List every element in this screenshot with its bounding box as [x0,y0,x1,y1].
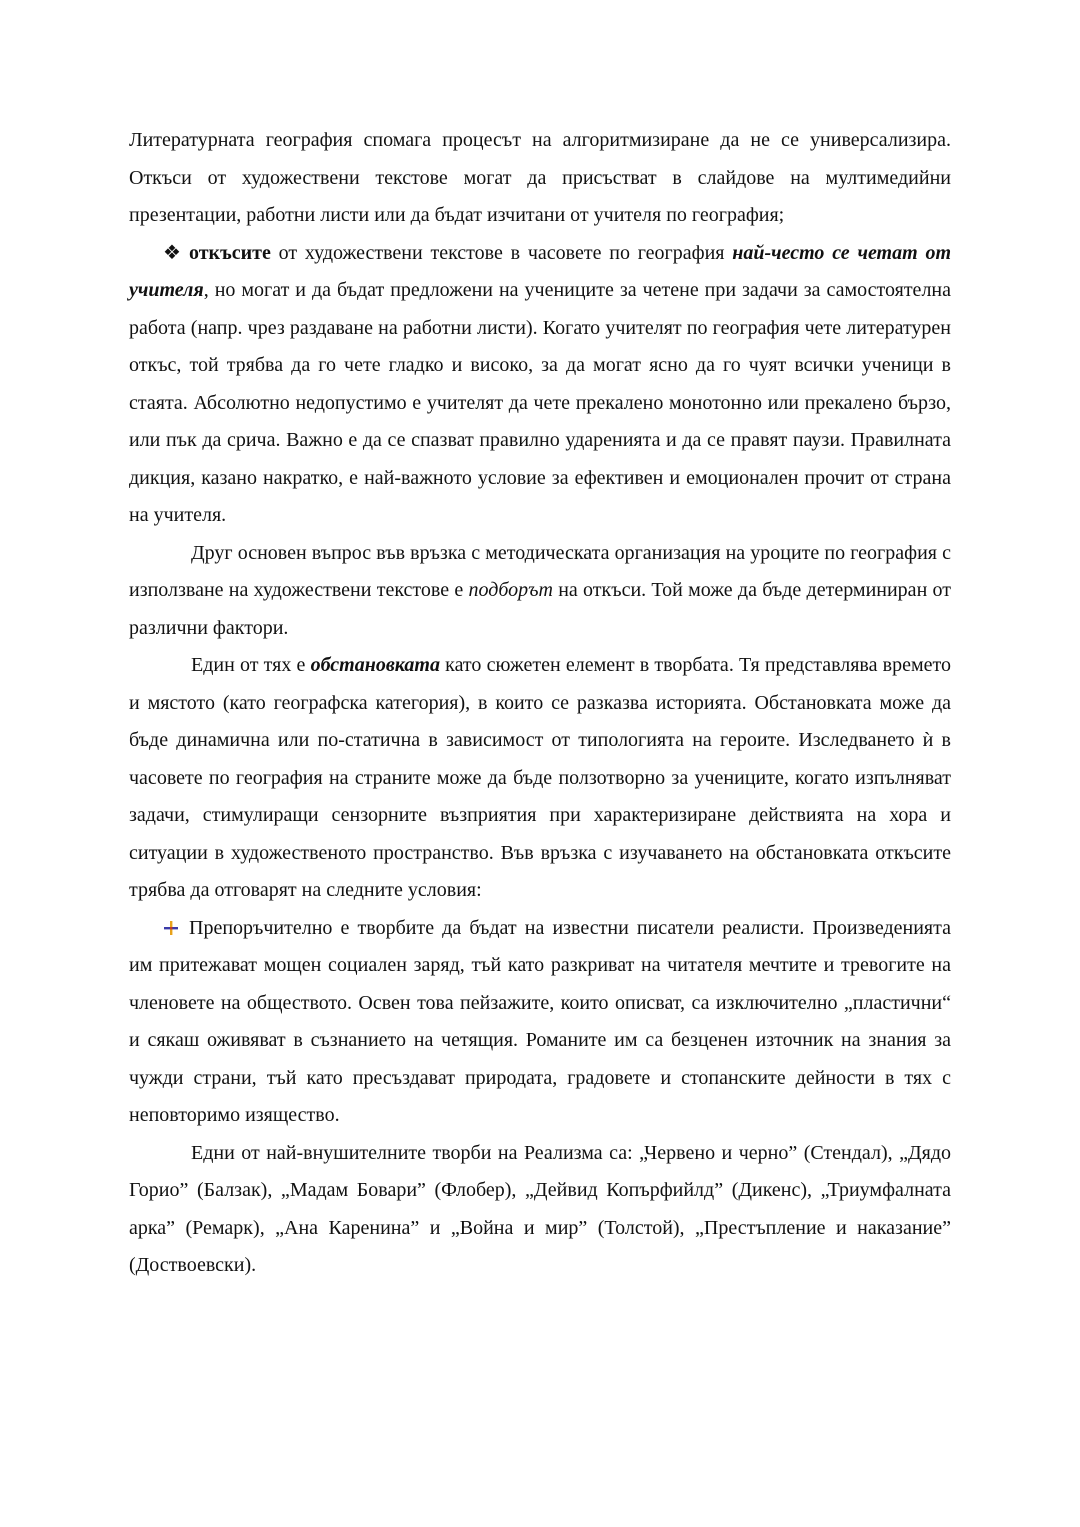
paragraph-3-text-1: Друг основен въпрос във връзка с методическата организация на уроците по география с използване на художествени текстове е [129,541,951,601]
paragraph-5-bullet [129,910,951,1135]
document-page [129,122,951,1285]
paragraph-4-text-1: Един от тях е [191,654,311,676]
paragraph-1: Литературната география спомага процесът на алгоритмизиране да не се универсализира. Откъси от художествени текстове могат да присъстват в слайдове на мултимедийни презентации, работни листи или да бъдат изчитани от учителя по география; [129,129,951,226]
paragraph-4 [129,647,951,910]
paragraph-6: Едни от най-внушителните творби на Реализма са: „Червено и черно” (Стендал), „Дядо Горио” (Балзак), „Мадам Бовари” (Флобер), „Дейвид Копърфийлд” (Дикенс), „Триумфалната арка” (Ремарк), „Ана Каренина” и „Война и мир” (Толстой), „Престъпление и наказание” (Доствоевски). [129,1141,951,1276]
paragraph-3 [129,535,951,648]
four-diamond-bullet-icon: ❖ [163,241,181,264]
emphasis-obstanovkata: обстановката [310,654,440,676]
paragraph-2-text-2: , но могат и да бъдат предложени на учениците за четене при задачи за самостоятелна работа (напр. чрез раздаване на работни листи). Когато учителят по география чете литературен откъс, той трябва да го чете гладко и високо, за да могат ясно да го чуят всички ученици в стаята. Абсолютно недопустимо е учителят да чете прекалено монотонно или прекалено бързо, или пък да срича. Важно е да се спазват правилно ударенията и да се правят паузи. Правилната дикция, казано накратко, е най-важното условие за ефективен и емоционален прочит от страна на учителя. [129,279,951,526]
colored-plus-bullet-icon [163,910,189,948]
paragraph-4-text-2: като сюжетен елемент в творбата. Тя представлява времето и мястото (като географска категория), в които се разказва историята. Обстановката може да бъде динамична или по-статична в зависимост от типологията на героите. Изследването ѝ в часовете по география на страните може да бъде ползотворно за учениците, когато изпълняват задачи, стимулиращи сензорните възприятия при характеризиране действията на хора и ситуации в художественото пространство. Във връзка с изучаването на обстановката откъсите трябва да отговарят на следните условия: [129,654,951,901]
paragraph-5-text: Препоръчително е творбите да бъдат на известни писатели реалисти. Произведенията им притежават мощен социален заряд, тъй като разкриват на читателя мечтите и тревогите на членовете на обществото. Освен това пейзажите, които описват, са изключително „пластични“ и сякаш оживяват в съзнанието на четящия. Романите им са безценен източник на знания за чужди страни, тъй като пресъздават природата, градовете и стопанските дейности в тях с неповторимо изящество. [129,916,951,1126]
paragraph-3-text-2: на откъси. Той може да бъде детерминиран от различни фактори. [129,579,951,639]
emphasis-read-by-teacher: най-често се четат от учителя [129,241,951,301]
paragraph-2-bullet [129,235,951,535]
bold-term-otkasite: откъсите [189,241,271,264]
paragraph-2-text-1: от художествени текстове в часовете по география [270,241,733,264]
italic-term-podborat: подборът [468,579,553,601]
